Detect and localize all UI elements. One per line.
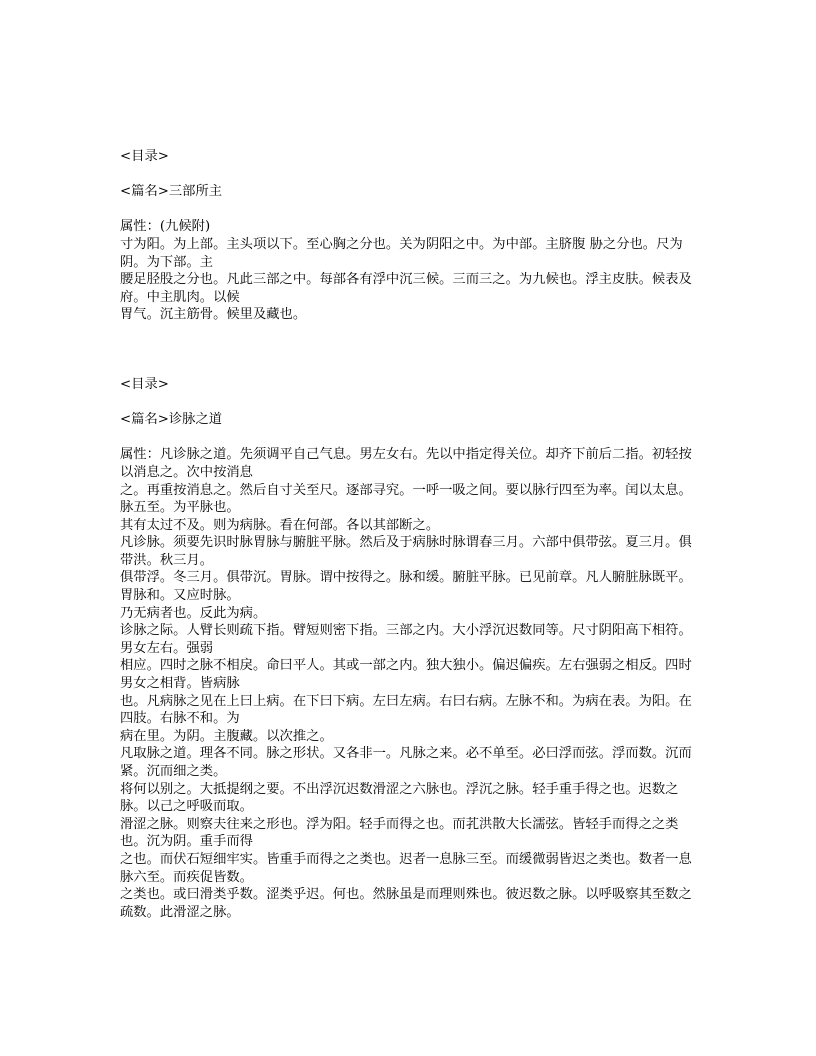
- paragraph: 腰足胫股之分也。凡此三部之中。每部各有浮中沉三候。三而三之。为九候也。浮主皮肤。候表及府。中主肌肉。以候: [120, 272, 692, 305]
- paragraph: 将何以别之。大抵提纲之要。不出浮沉迟数滑涩之六脉也。浮沉之脉。轻手重手得之也。迟数之脉。以己之呼吸而取。: [120, 781, 679, 815]
- paragraph: 也。凡病脉之见在上曰上病。在下曰下病。左曰左病。右曰右病。左脉不和。为病在表。为阳。在四肢。右脉不和。为: [120, 693, 692, 727]
- toc-label: <目录>: [120, 149, 169, 164]
- paragraph: 胃气。沉主筋骨。候里及藏也。: [120, 307, 307, 323]
- paragraph: 病在里。为阴。主腹藏。以次推之。: [120, 728, 333, 744]
- paragraph: 属性：凡诊脉之道。先须调平自己气息。男左女右。先以中指定得关位。却齐下前后二指。初轻按以消息之。次中按消息: [120, 447, 692, 480]
- paragraph: 之。再重按消息之。然后自寸关至尺。逐部寻究。一呼一吸之间。要以脉行四至为率。闰以太息。脉五至。为平脉也。: [120, 482, 692, 516]
- paragraph: 乃无病者也。反此为病。: [120, 605, 267, 621]
- paragraph: 滑涩之脉。则察夫往来之形也。浮为阳。轻手而得之也。而芤洪散大长濡弦。皆轻手而得之之类也。沉为阴。重手而得: [120, 816, 679, 850]
- section-zhenmai: [120, 376, 702, 921]
- paragraph: 之类也。或曰滑类乎数。涩类乎迟。何也。然脉虽是而理则殊也。彼迟数之脉。以呼吸察其至数之疏数。此滑涩之脉。: [120, 887, 692, 920]
- paragraph: 属性：(九候附): [120, 219, 211, 235]
- paragraph: 其有太过不及。则为病脉。看在何部。各以其部断之。: [120, 517, 440, 533]
- paragraph: 之也。而伏石短细牢实。皆重手而得之之类也。迟者一息脉三至。而缓微弱皆迟之类也。数者一息脉六至。而疾促皆数。: [120, 851, 692, 885]
- paragraph: 俱带浮。冬三月。俱带沉。胃脉。谓中按得之。脉和缓。腑脏平脉。已见前章。凡人腑脏脉既平。胃脉和。又应时脉。: [120, 570, 692, 604]
- paragraph: 相应。四时之脉不相戾。命曰平人。其或一部之内。独大独小。偏迟偏疾。左右强弱之相反。四时男女之相背。皆病脉: [120, 658, 692, 692]
- section-sanbu: [120, 148, 702, 324]
- section-heading: <篇名>诊脉之道: [120, 412, 223, 428]
- paragraph: 凡取脉之道。理各不同。脉之形状。又各非一。凡脉之来。必不单至。必曰浮而弦。浮而数。沉而紧。沉而细之类。: [120, 746, 692, 779]
- document-page: [120, 148, 702, 921]
- paragraph: 凡诊脉。须要先识时脉胃脉与腑脏平脉。然后及于病脉时脉谓春三月。六部中俱带弦。夏三月。俱带洪。秋三月。: [120, 535, 692, 568]
- paragraph: 寸为阳。为上部。主头项以下。至心胸之分也。关为阴阳之中。为中部。主脐腹 胁之分也。尺为阴。为下部。主: [120, 236, 683, 270]
- paragraph: 诊脉之际。人臂长则疏下指。臂短则密下指。三部之内。大小浮沉迟数同等。尺寸阴阳高下相符。男女左右。强弱: [120, 623, 692, 656]
- section-heading: <篇名>三部所主: [120, 184, 223, 200]
- toc-label: <目录>: [120, 376, 169, 392]
